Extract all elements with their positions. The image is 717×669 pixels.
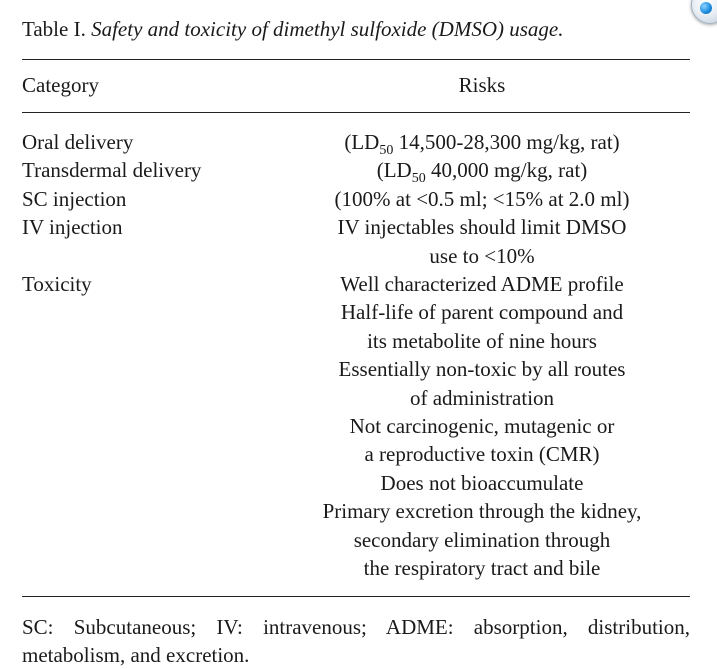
ld-prefix: (LD xyxy=(376,158,412,183)
header-rule xyxy=(22,112,690,113)
column-header-risks: Risks xyxy=(458,73,506,97)
row-risk-transdermal xyxy=(296,156,668,187)
row-category-transdermal: Transdermal delivery xyxy=(22,158,202,183)
risk-line: Well characterized ADME profile xyxy=(340,272,624,296)
top-rule xyxy=(22,59,690,60)
row-risk-oral xyxy=(296,128,668,156)
row-risk-sc xyxy=(296,185,668,213)
column-header-category: Category xyxy=(22,73,99,97)
risk-line: Primary excretion through the kidney, xyxy=(322,499,642,524)
risk-line: Does not bioaccumulate xyxy=(380,470,584,495)
risk-line: (100% at <0.5 ml; <15% at 2.0 ml) xyxy=(334,186,630,211)
row-risk-toxicity xyxy=(296,270,668,582)
ld-value: 40,000 mg/kg, rat) xyxy=(425,158,588,183)
table-title: Safety and toxicity of dimethyl sulfoxide (DMSO) usage. xyxy=(91,17,564,41)
risk-line: secondary elimination through xyxy=(353,527,611,552)
risk-line: the respiratory tract and bile xyxy=(363,556,601,581)
ld-prefix: (LD xyxy=(344,130,380,154)
risk-line: a reproductive toxin (CMR) xyxy=(364,442,600,467)
corner-badge-icon[interactable] xyxy=(691,0,717,24)
table-caption xyxy=(22,16,563,42)
risk-line: use to <10% xyxy=(429,243,535,268)
ld-subscript: 50 xyxy=(411,171,426,187)
row-category-oral: Oral delivery xyxy=(22,130,134,154)
row-category-toxicity: Toxicity xyxy=(22,272,92,296)
row-category-sc: SC injection xyxy=(22,186,127,211)
bottom-rule xyxy=(22,596,690,597)
ld-value: 14,500-28,300 mg/kg, rat) xyxy=(393,130,620,154)
risk-line: IV injectables should limit DMSO xyxy=(337,215,627,240)
blue-dot-icon xyxy=(700,2,712,14)
risk-line: its metabolite of nine hours xyxy=(367,328,597,353)
ld-subscript: 50 xyxy=(379,143,394,158)
row-risk-iv xyxy=(296,213,668,270)
risk-line: of administration xyxy=(409,385,555,410)
risk-line: Half-life of parent compound and xyxy=(340,300,624,325)
risk-line: Essentially non-toxic by all routes xyxy=(338,357,626,382)
risk-line: Not carcinogenic, mutagenic or xyxy=(349,414,615,439)
table-label: Table I. xyxy=(22,17,86,41)
table-footnote: SC: Subcutaneous; IV: intravenous; ADME: absorption, distribution, metabolism, and excretion. xyxy=(22,615,690,667)
row-category-iv: IV injection xyxy=(22,215,123,240)
